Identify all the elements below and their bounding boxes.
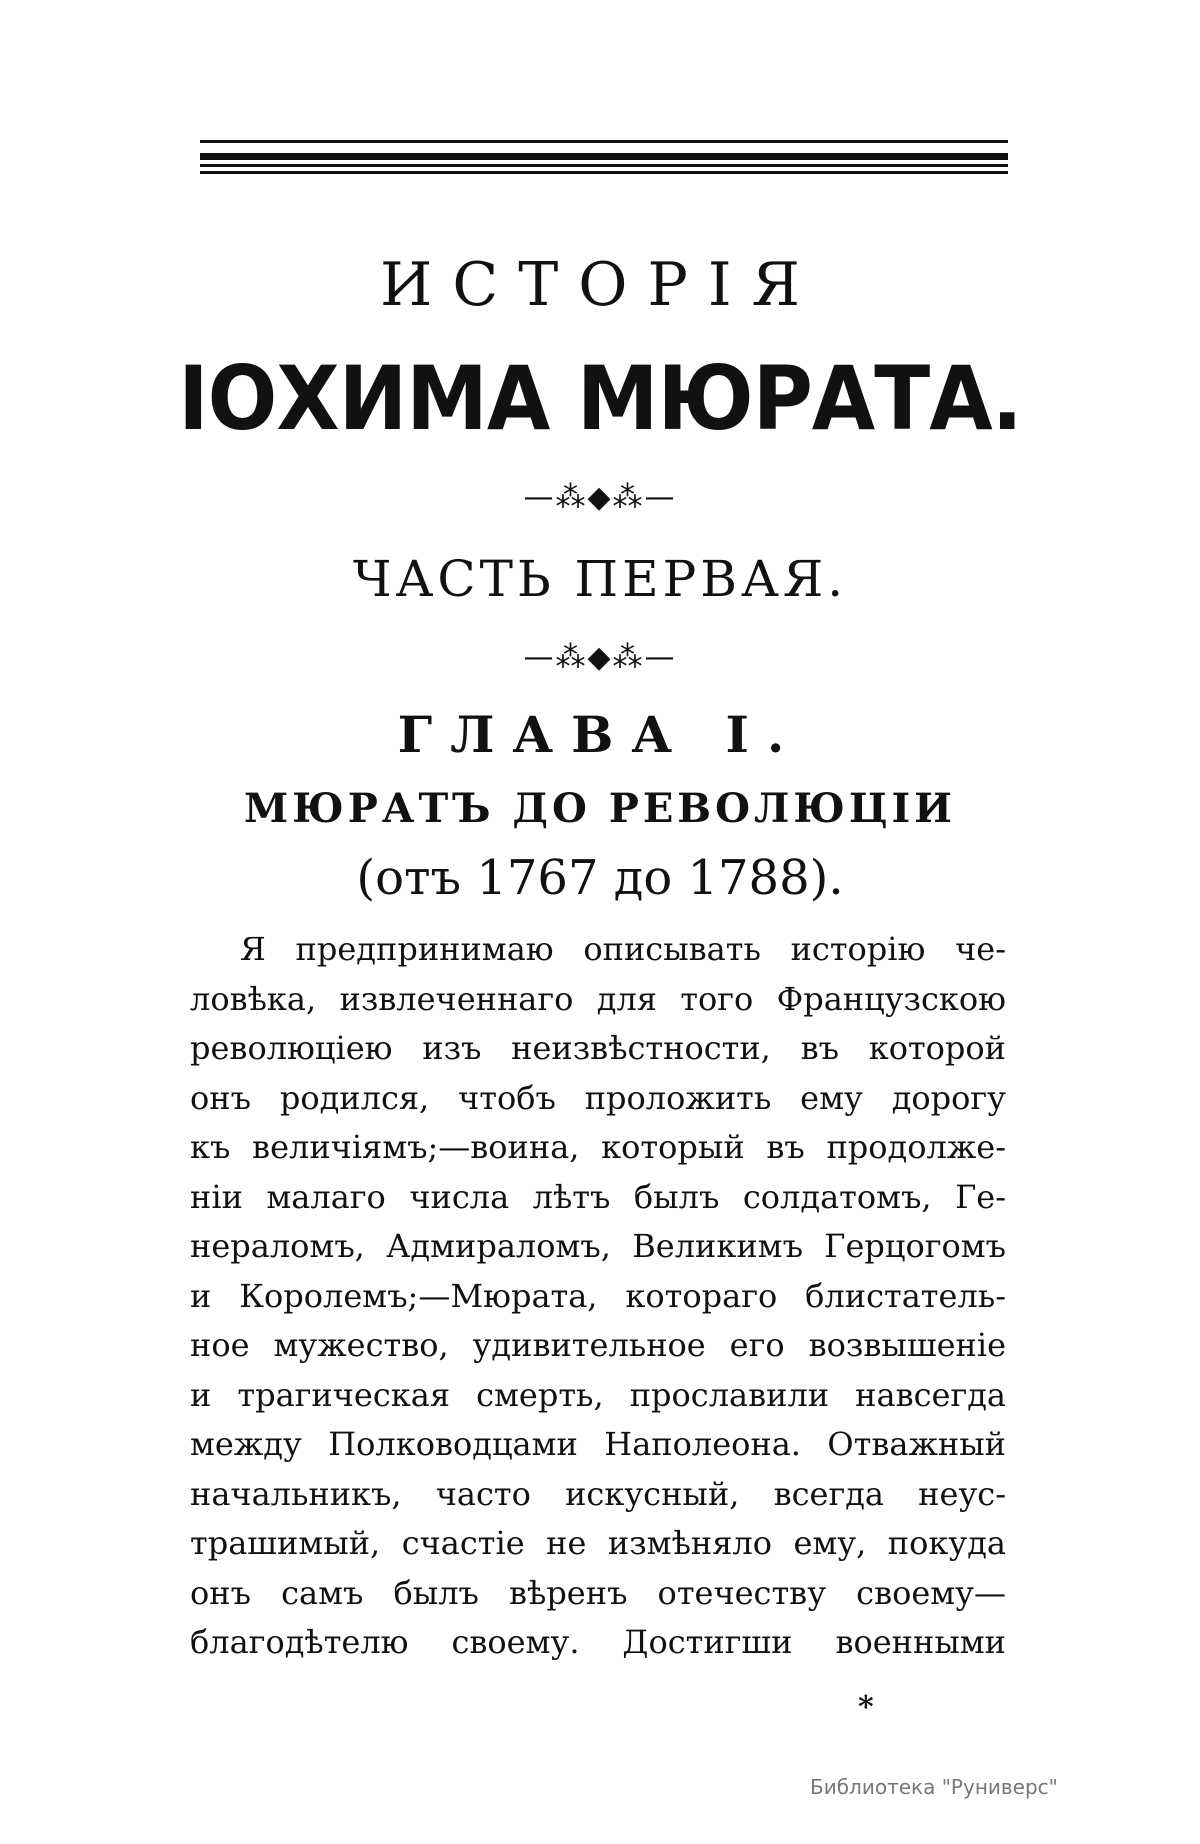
text-line: между Полководцами Наполеона. Отважный — [190, 1425, 1006, 1463]
text-line: начальникъ, часто искусный, всегда неус- — [190, 1474, 1006, 1513]
part-heading: ЧАСТЬ ПЕРВАЯ. — [352, 550, 848, 608]
chapter-years: (отъ 1767 до 1788). — [356, 850, 844, 906]
title-joachim-murat: ІОХИМА МЮРАТА. — [178, 348, 1022, 451]
body-paragraph — [190, 925, 1006, 1668]
text-line: ніи малаго числа лѣтъ былъ солдатомъ, Ге- — [190, 1177, 1006, 1216]
text-line: ное мужество, удивительное его возвышеніе — [190, 1326, 1006, 1364]
top-decorative-rules — [200, 140, 1008, 174]
text-line: онъ самъ былъ вѣренъ отечеству своему— — [190, 1573, 1006, 1612]
chapter-heading: ГЛАВА І. — [397, 705, 803, 764]
text-line: Я предпринимаю описывать исторію че- — [240, 930, 1006, 968]
library-watermark: Библиотека "Руниверс" — [810, 1775, 1058, 1799]
text-line: къ величіямъ;—воина, который въ продолже- — [190, 1128, 1006, 1166]
ornament-divider-1: —⁂◆⁂— — [523, 480, 677, 515]
text-line: онъ родился, чтобъ проложить ему дорогу — [190, 1078, 1006, 1117]
rule-thick — [200, 153, 1008, 160]
text-line: и трагическая смерть, прославили навсегда — [190, 1375, 1006, 1414]
text-line: ловѣка, извлеченнаго для того Французскою — [190, 979, 1006, 1018]
rule-thin-top — [200, 140, 1008, 143]
rule-thin-bottom — [200, 171, 1008, 174]
ornament-divider-2: —⁂◆⁂— — [523, 640, 677, 675]
text-line: трашимый, счастіе не измѣняло ему, покуда — [190, 1524, 1006, 1562]
text-line: нераломъ, Адмираломъ, Великимъ Герцогомъ — [190, 1227, 1006, 1265]
signature-mark: * — [858, 1690, 874, 1725]
chapter-subtitle: МЮРАТЪ ДО РЕВОЛЮЦІИ — [244, 785, 956, 832]
title-history: ИСТОРІЯ — [380, 250, 820, 320]
rule-thin-middle — [200, 164, 1008, 167]
text-line: и Королемъ;—Мюрата, котораго блистатель- — [190, 1276, 1006, 1315]
text-line: благодѣтелю своему. Достигши военными — [190, 1623, 1006, 1661]
text-line: революціею изъ неизвѣстности, въ которой — [190, 1029, 1006, 1067]
